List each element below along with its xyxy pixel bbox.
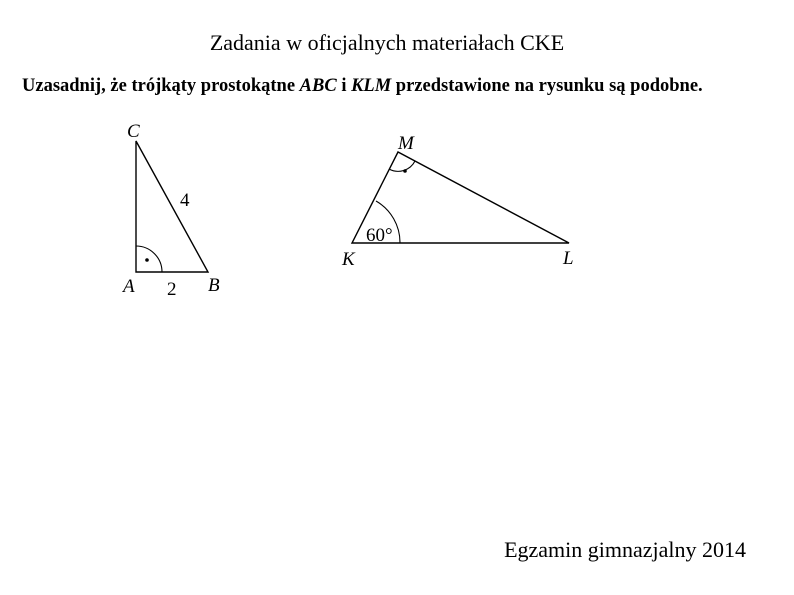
right-angle-dot-a: [145, 258, 149, 262]
vertex-label-l: L: [563, 248, 574, 269]
task-triangle-klm: KLM: [351, 76, 392, 96]
triangle-klm: [341, 133, 574, 270]
triangle-abc: [121, 121, 220, 300]
page-title: Zadania w oficjalnych materiałach CKE: [209, 30, 565, 55]
right-angle-dot-m: [403, 169, 407, 173]
triangle-abc-outline: [136, 141, 208, 272]
right-angle-arc-a: [136, 246, 162, 272]
vertex-label-k: K: [342, 249, 355, 270]
exam-footer: Egzamin gimnazjalny 2014: [504, 537, 746, 562]
side-label-bc: 4: [180, 190, 190, 211]
task-triangle-abc: ABC: [299, 76, 337, 96]
side-label-ab: 2: [167, 279, 177, 300]
task-text-2: i: [336, 76, 352, 96]
vertex-label-b: B: [208, 275, 220, 296]
task-text-1: Uzasadnij, że trójkąty prostokątne: [22, 76, 300, 96]
vertex-label-c: C: [127, 121, 140, 142]
vertex-label-a: A: [123, 276, 135, 297]
angle-label-k: 60°: [366, 225, 393, 246]
task-text-3: przedstawione na rysunku są podobne.: [391, 76, 703, 96]
vertex-label-m: M: [398, 133, 414, 154]
